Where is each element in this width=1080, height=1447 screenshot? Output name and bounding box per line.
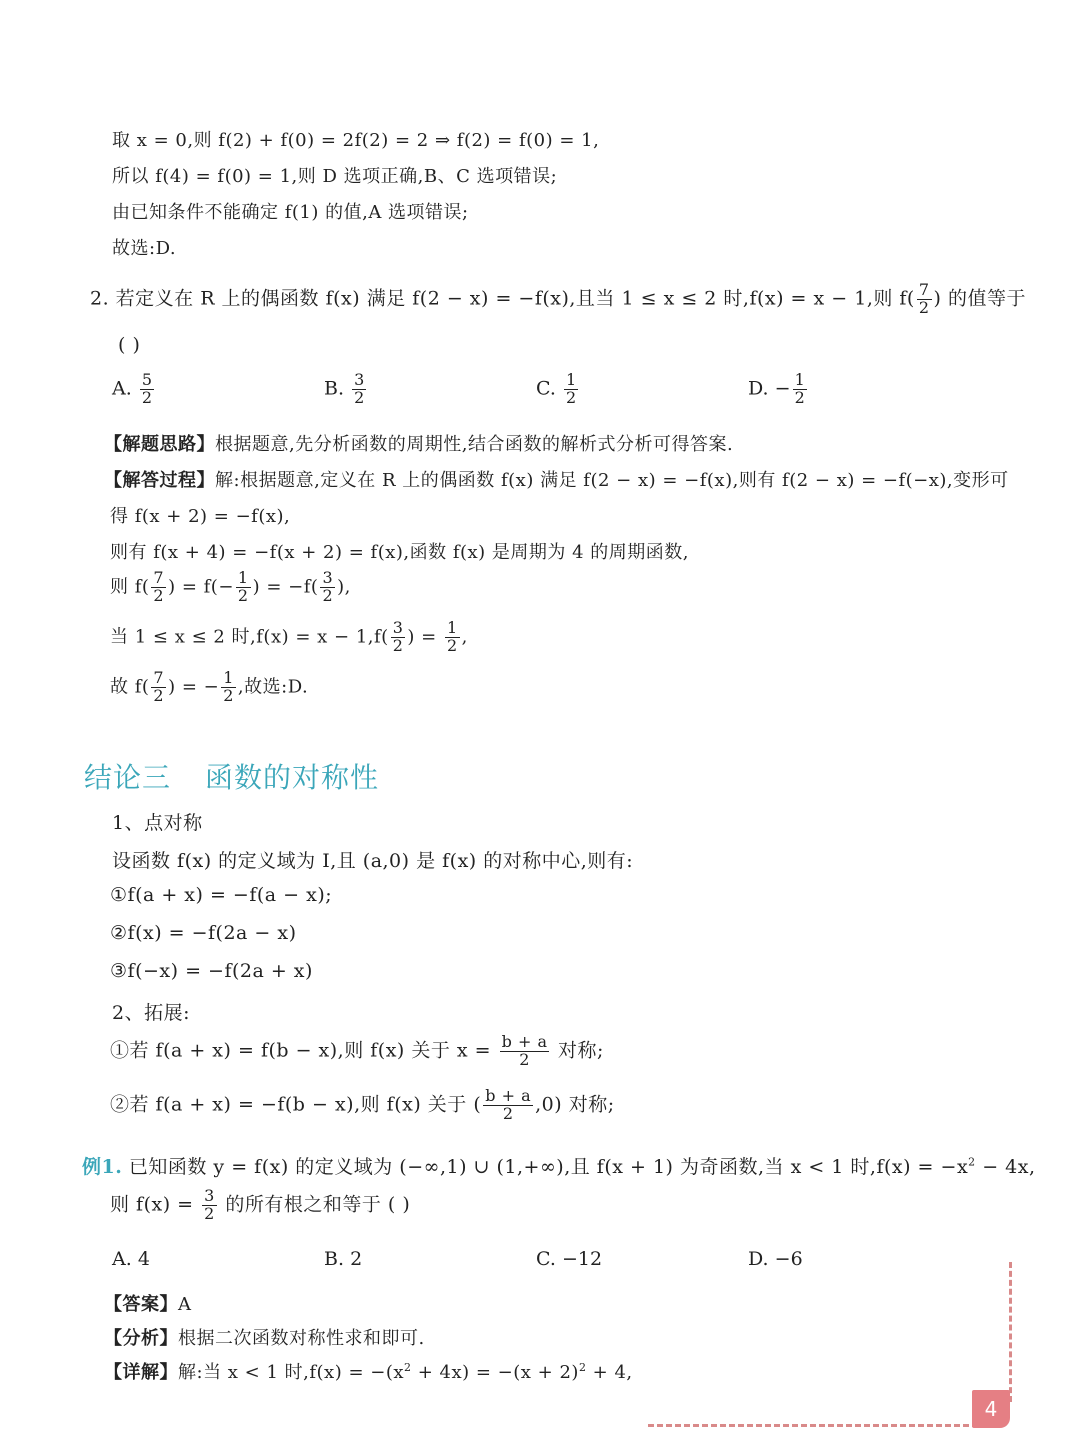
example-1-stem-line2 (110, 1188, 410, 1223)
step-text: ) = − (168, 676, 220, 698)
fraction-denominator: 2 (502, 1103, 514, 1123)
fraction-numerator: 1 (446, 618, 458, 637)
fraction-numerator: 3 (322, 568, 334, 587)
option-value: −6 (774, 1248, 803, 1270)
option-label: C. (536, 1248, 556, 1270)
stem-text: 的所有根之和等于 ( ) (218, 1193, 411, 1216)
subsection-heading: 2、拓展: (112, 1002, 190, 1024)
page-border-decoration (1009, 1262, 1012, 1402)
fraction-denominator: 2 (237, 585, 249, 605)
page-number-badge: 4 (972, 1390, 1010, 1428)
solution-idea (104, 430, 733, 456)
fraction-denominator: 2 (446, 635, 458, 655)
fraction (221, 670, 236, 705)
item-text: 对称; (551, 1039, 604, 1062)
option-c (536, 372, 580, 407)
fraction-denominator: 2 (153, 685, 165, 705)
answer-line (104, 1290, 192, 1316)
fraction (445, 620, 460, 655)
item-text: ,0) 对称; (535, 1093, 615, 1116)
fraction-denominator: 2 (354, 387, 365, 407)
fraction-numerator: 7 (153, 568, 165, 587)
option-b (324, 1248, 362, 1270)
detail-text: 解:当 x < 1 时,f(x) = −(x (178, 1362, 404, 1383)
fraction-denominator: 2 (322, 585, 334, 605)
step-text: ) = −f( (252, 576, 319, 598)
solution-line: 则有 f(x + 4) = −f(x + 2) = f(x),函数 f(x) 是周期为 4 的周期函数, (110, 542, 690, 563)
detail-text: + 4, (586, 1362, 633, 1383)
stem-text: 则 f(x) = (110, 1193, 201, 1216)
fraction (140, 372, 154, 407)
step-text: , (461, 626, 468, 648)
item-text: ②若 f(a + x) = −f(b − x),则 f(x) 关于 ( (110, 1093, 482, 1116)
fraction (151, 670, 166, 705)
section-title (84, 756, 379, 796)
answer-text: A (178, 1294, 192, 1315)
fraction (236, 570, 251, 605)
option-label: B. (324, 1248, 345, 1270)
option-label: C. (536, 377, 556, 400)
option-label: A. (112, 1248, 132, 1270)
fraction-numerator: 3 (354, 370, 365, 389)
fraction-numerator: 3 (392, 618, 404, 637)
detail-label: 【详解】 (104, 1362, 178, 1383)
option-sign: − (774, 377, 791, 400)
section-number: 结论三 (84, 761, 172, 794)
option-label: A. (112, 377, 132, 400)
fraction-numerator: b + a (501, 1032, 548, 1051)
list-item (110, 1088, 615, 1123)
fraction (483, 1088, 533, 1123)
fraction-numerator: 5 (141, 370, 152, 389)
fraction-denominator: 2 (565, 387, 577, 407)
list-item: ②f(x) = −f(2a − x) (110, 922, 297, 944)
fraction-numerator: 1 (223, 668, 234, 687)
fraction (202, 1188, 217, 1223)
analysis-label: 【分析】 (104, 1328, 178, 1349)
option-a (112, 1248, 150, 1270)
fraction (793, 372, 807, 407)
superscript: 2 (968, 1155, 976, 1169)
fraction-denominator: 2 (392, 635, 404, 655)
fraction-denominator: 2 (223, 685, 234, 705)
detail-line (104, 1358, 633, 1384)
solution-process (104, 466, 1009, 492)
option-b (324, 372, 368, 407)
fraction (917, 282, 932, 317)
idea-label: 【解题思路】 (104, 434, 215, 455)
solution-line: 取 x = 0,则 f(2) + f(0) = 2f(2) = 2 ⇒ f(2) = f(0) = 1, (112, 130, 600, 151)
list-item: ①f(a + x) = −f(a − x); (110, 884, 333, 906)
stem-text: ) 的值等于 (933, 287, 1026, 310)
item-text: ①若 f(a + x) = f(b − x),则 f(x) 关于 x = (110, 1039, 498, 1062)
solution-step (110, 620, 468, 655)
fraction (500, 1034, 550, 1069)
step-text: 故 f( (110, 676, 150, 698)
example-label: 例1. (82, 1156, 123, 1178)
step-text: ) = (407, 626, 443, 648)
fraction (320, 570, 335, 605)
subsection-heading: 1、点对称 (112, 812, 203, 834)
fraction-numerator: 1 (237, 568, 249, 587)
step-text: 则 f( (110, 576, 150, 598)
list-item: ③f(−x) = −f(2a + x) (110, 960, 313, 982)
fraction-denominator: 2 (918, 297, 930, 317)
answer-parentheses: ( ) (118, 334, 141, 356)
option-label: D. (748, 377, 769, 400)
solution-step (110, 670, 308, 705)
fraction-denominator: 2 (794, 387, 805, 407)
option-label: B. (324, 377, 345, 400)
option-d (748, 372, 809, 407)
fraction-denominator: 2 (153, 585, 165, 605)
fraction (352, 372, 366, 407)
question-2-stem (90, 282, 1026, 317)
stem-text: − 4x, (975, 1156, 1036, 1178)
option-d (748, 1248, 803, 1270)
fraction-numerator: 1 (794, 370, 805, 389)
idea-text: 根据题意,先分析函数的周期性,结合函数的解析式分析可得答案. (215, 434, 734, 455)
option-value: 2 (350, 1248, 363, 1270)
option-value: 4 (137, 1248, 150, 1270)
option-label: D. (748, 1248, 769, 1270)
analysis-text: 根据二次函数对称性求和即可. (178, 1328, 425, 1349)
analysis-line (104, 1324, 425, 1350)
stem-text: 已知函数 y = f(x) 的定义域为 (−∞,1) ∪ (1,+∞),且 f(x + 1) 为奇函数,当 x < 1 时,f(x) = −x (122, 1156, 969, 1178)
superscript: 2 (404, 1361, 412, 1374)
fraction (564, 372, 578, 407)
fraction-denominator: 2 (204, 1203, 215, 1223)
fraction-numerator: b + a (485, 1086, 532, 1105)
section-heading: 函数的对称性 (205, 761, 380, 794)
stem-text: 2. 若定义在 R 上的偶函数 f(x) 满足 f(2 − x) = −f(x),且当 1 ≤ x ≤ 2 时,f(x) = x − 1,则 f( (90, 287, 915, 310)
fraction-denominator: 2 (519, 1049, 530, 1069)
fraction-numerator: 7 (918, 280, 930, 299)
step-text: ), (337, 576, 351, 598)
paragraph: 设函数 f(x) 的定义域为 I,且 (a,0) 是 f(x) 的对称中心,则有: (112, 850, 634, 872)
option-value: −12 (561, 1248, 603, 1270)
fraction (391, 620, 406, 655)
solution-line: 所以 f(4) = f(0) = 1,则 D 选项正确,B、C 选项错误; (112, 166, 558, 187)
solution-line: 得 f(x + 2) = −f(x), (110, 506, 291, 527)
fraction-numerator: 1 (565, 370, 577, 389)
solution-step (110, 570, 351, 605)
answer-label: 【答案】 (104, 1294, 178, 1315)
superscript: 2 (578, 1361, 587, 1374)
page-border-decoration (648, 1424, 978, 1427)
fraction-numerator: 7 (153, 668, 165, 687)
step-text: ,故选:D. (237, 676, 309, 698)
fraction (151, 570, 166, 605)
example-1-stem (82, 1152, 1036, 1179)
option-a (112, 372, 156, 407)
solution-line: 故选:D. (112, 238, 177, 259)
solution-line: 由已知条件不能确定 f(1) 的值,A 选项错误; (112, 202, 469, 223)
option-c (536, 1248, 602, 1270)
step-text: ) = f(− (168, 576, 234, 598)
fraction-denominator: 2 (141, 387, 152, 407)
step-text: 当 1 ≤ x ≤ 2 时,f(x) = x − 1,f( (110, 626, 389, 648)
list-item (110, 1034, 604, 1069)
process-label: 【解答过程】 (104, 470, 215, 491)
fraction-numerator: 3 (204, 1186, 215, 1205)
process-text: 解:根据题意,定义在 R 上的偶函数 f(x) 满足 f(2 − x) = −f(x),则有 f(2 − x) = −f(−x),变形可 (215, 470, 1009, 491)
detail-text: + 4x) = −(x + 2) (411, 1362, 579, 1383)
